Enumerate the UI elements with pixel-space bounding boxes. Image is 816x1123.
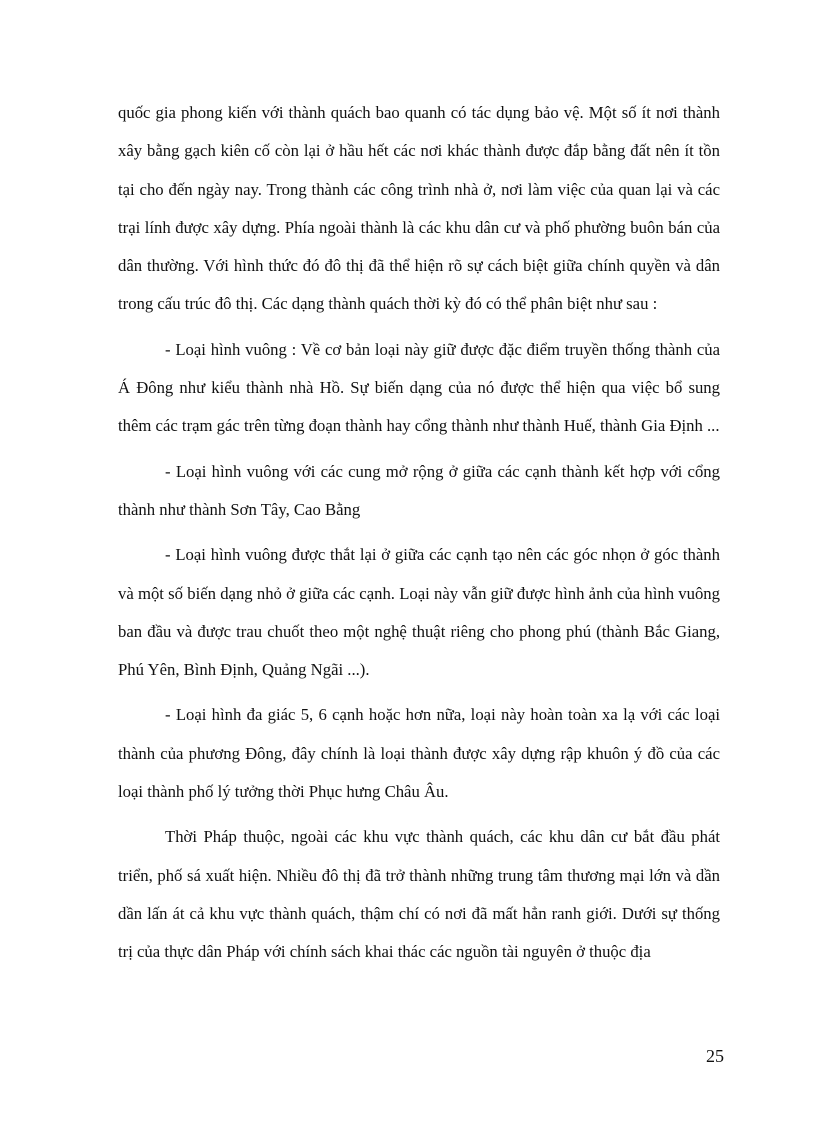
list-item-polygon-type: - Loại hình đa giác 5, 6 cạnh hoặc hơn nữa, loại này hoàn toàn xa lạ với các loại thành của phương Đông, đây chính là loại thành được xây dựng rập khuôn ý đồ của các loại thành phố lý tưởng thời Phục hưng Châu Âu. <box>118 705 720 802</box>
list-item-square-arcs-type: - Loại hình vuông với các cung mở rộng ở giữa các cạnh thành kết hợp với cổng thành như thành Sơn Tây, Cao Bằng <box>118 461 720 519</box>
body-text <box>118 94 720 972</box>
list-item-square-type: - Loại hình vuông : Về cơ bản loại này giữ được đặc điểm truyền thống thành của Á Đông như kiểu thành nhà Hồ. Sự biến dạng của nó được thể hiện qua việc bổ sung thêm các trạm gác trên từng đoạn thành hay cổng thành như thành Huế, thành Gia Định ... <box>118 339 720 436</box>
paragraph-french-colonial: Thời Pháp thuộc, ngoài các khu vực thành quách, các khu dân cư bắt đầu phát triển, phố sá xuất hiện. Nhiều đô thị đã trở thành những trung tâm thương mại lớn và dần dần lấn át cả khu vực thành quách, thậm chí có nơi đã mất hẳn ranh giới. Dưới sự thống trị của thực dân Pháp với chính sách khai thác các nguồn tài nguyên ở thuộc địa <box>118 827 720 962</box>
paragraph-intro: quốc gia phong kiến với thành quách bao quanh có tác dụng bảo vệ. Một số ít nơi thành xây bằng gạch kiên cố còn lại ở hầu hết các nơi khác thành được đắp bằng đất nên ít tồn tại cho đến ngày nay. Trong thành các công trình nhà ở, nơi làm việc của quan lại và các trại lính được xây dựng. Phía ngoài thành là các khu dân cư và phố phường buôn bán của dân thường. Với hình thức đó đô thị đã thể hiện rõ sự cách biệt giữa chính quyền và dân trong cấu trúc đô thị. Các dạng thành quách thời kỳ đó có thể phân biệt như sau : <box>118 103 720 314</box>
list-item-square-pinched-type: - Loại hình vuông được thắt lại ở giữa các cạnh tạo nên các góc nhọn ở góc thành và một số biến dạng nhỏ ở giữa các cạnh. Loại này vẫn giữ được hình ảnh của hình vuông ban đầu và được trau chuốt theo một nghệ thuật riêng cho phong phú (thành Bắc Giang, Phú Yên, Bình Định, Quảng Ngãi ...). <box>118 545 720 680</box>
page-number: 25 <box>706 1046 724 1066</box>
